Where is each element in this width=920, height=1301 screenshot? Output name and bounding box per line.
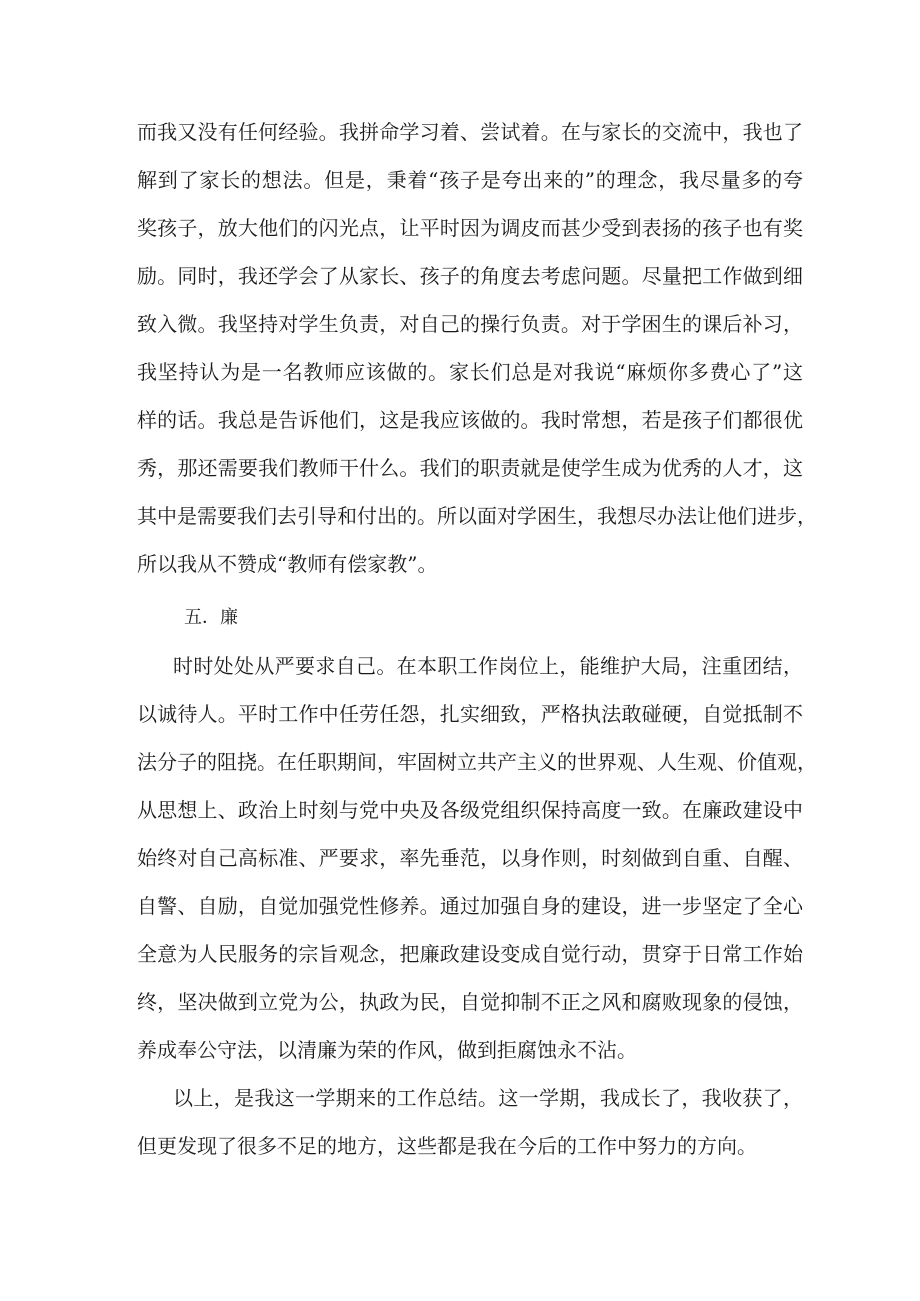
paragraph-line: 养成奉公守法，以清廉为荣的作风，做到拒腐蚀永不沾。: [137, 1038, 637, 1062]
paragraph-line: 其中是需要我们去引导和付出的。所以面对学困生，我想尽办法让他们进步，: [137, 504, 817, 528]
paragraph-line: 时时处处从严要求自己。在本职工作岗位上，能维护大局，注重团结，: [173, 654, 803, 678]
paragraph-line: 以诚待人。平时工作中任劳任怨，扎实细致，严格执法敢碰硬，自觉抵制不: [137, 702, 803, 726]
paragraph-line: 而我又没有任何经验。我拼命学习着、尝试着。在与家长的交流中，我也了: [137, 120, 803, 144]
paragraph-line: 始终对自己高标准、严要求，率先垂范，以身作则，时刻做到自重、自醒、: [137, 846, 803, 870]
paragraph-line: 样的话。我总是告诉他们，这是我应该做的。我时常想，若是孩子们都很优: [137, 408, 803, 432]
paragraph-line: 法分子的阻挠。在任职期间，牢固树立共产主义的世界观、人生观、价值观，: [137, 750, 817, 774]
paragraph-line: 全意为人民服务的宗旨观念，把廉政建设变成自觉行动，贯穿于日常工作始: [137, 942, 803, 966]
paragraph-line: 奖孩子，放大他们的闪光点，让平时因为调皮而甚少受到表扬的孩子也有奖: [137, 216, 803, 240]
paragraph-line: 励。同时，我还学会了从家长、孩子的角度去考虑问题。尽量把工作做到细: [137, 264, 803, 288]
paragraph-line: 以上，是我这一学期来的工作总结。这一学期，我成长了，我收获了，: [173, 1086, 803, 1110]
paragraph-line: 从思想上、政治上时刻与党中央及各级党组织保持高度一致。在廉政建设中: [137, 798, 803, 822]
paragraph-line: 解到了家长的想法。但是，秉着“孩子是夸出来的”的理念，我尽量多的夸: [137, 168, 803, 192]
paragraph-line: 但更发现了很多不足的地方，这些都是我在今后的工作中努力的方向。: [137, 1134, 757, 1158]
section-heading: 五．廉: [184, 607, 238, 628]
paragraph-line: 终，坚决做到立党为公，执政为民，自觉抑制不正之风和腐败现象的侵蚀，: [137, 990, 803, 1014]
paragraph-line: 所以我从不赞成“教师有偿家教”。: [137, 552, 438, 576]
paragraph-line: 自警、自励，自觉加强党性修养。通过加强自身的建设，进一步坚定了全心: [137, 894, 803, 918]
paragraph-line: 致入微。我坚持对学生负责，对自己的操行负责。对于学困生的课后补习，: [137, 312, 803, 336]
paragraph-line: 秀，那还需要我们教师干什么。我们的职责就是使学生成为优秀的人才，这: [137, 456, 803, 480]
paragraph-line: 我坚持认为是一名教师应该做的。家长们总是对我说“麻烦你多费心了”这: [137, 360, 803, 384]
